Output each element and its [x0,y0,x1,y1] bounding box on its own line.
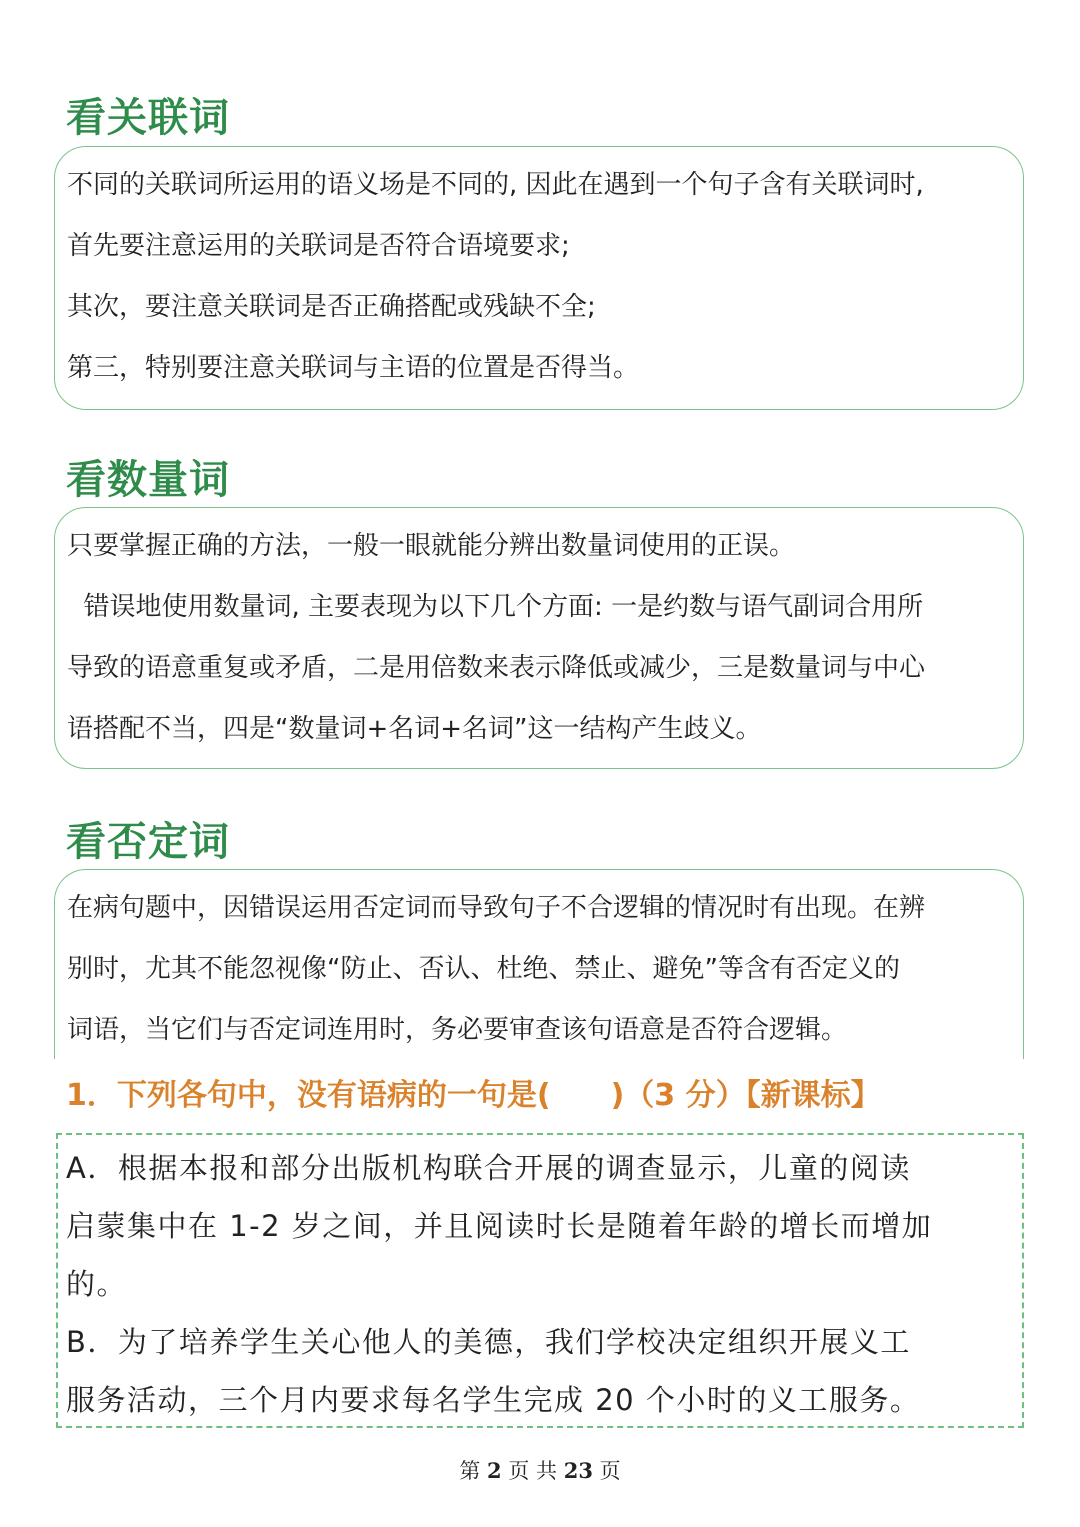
section-box-negation [54,869,1024,1059]
body-line: 其次，要注意关联词是否正确搭配或残缺不全; [67,292,596,322]
body-line: 只要掌握正确的方法，一般一眼就能分辨出数量词使用的正误。 [67,531,796,561]
footer-page-number: 2 [487,1458,502,1483]
body-line: 在病句题中，因错误运用否定词而导致句子不合逻辑的情况时有出现。在辨 [67,893,926,923]
footer-middle: 页 共 [508,1459,558,1483]
body-line: 词语，当它们与否定词连用时，务必要审查该句语意是否符合逻辑。 [67,1015,848,1045]
option-line: 服务活动，三个月内要求每名学生完成 20 个小时的义工服务。 [66,1383,921,1417]
option-line: A．根据本报和部分出版机构联合开展的调查显示，儿童的阅读 [66,1151,911,1185]
section-box-quantifiers [54,507,1024,769]
footer-prefix: 第 [459,1459,481,1483]
option-line: 的。 [66,1267,128,1301]
body-line: 导致的语意重复或矛盾，二是用倍数来表示降低或减少，三是数量词与中心 [67,653,926,683]
question-options-box [56,1133,1024,1428]
option-line: 启蒙集中在 1-2 岁之间，并且阅读时长是随着年龄的增长而增加 [66,1209,933,1243]
question-stem: 1．下列各句中，没有语病的一句是( )（3 分）【新课标】 [66,1078,881,1113]
body-line: 语搭配不当，四是“数量词+名词+名词”这一结构产生歧义。 [67,714,762,744]
footer-total-pages: 23 [563,1458,593,1483]
footer-suffix: 页 [599,1459,621,1483]
section-title-negation: 看否定词 [66,819,230,865]
page-footer [0,1455,1080,1485]
body-line: 错误地使用数量词, 主要表现为以下几个方面: 一是约数与语气副词合用所 [67,592,924,622]
section-title-quantifiers: 看数量词 [66,457,230,503]
body-line: 首先要注意运用的关联词是否符合语境要求; [67,231,570,261]
option-line: B．为了培养学生关心他人的美德，我们学校决定组织开展义工 [66,1325,911,1359]
section-box-conjunctions [54,146,1024,410]
body-line: 第三，特别要注意关联词与主语的位置是否得当。 [67,353,640,383]
body-line: 不同的关联词所运用的语义场是不同的, 因此在遇到一个句子含有关联词时, [67,170,924,200]
body-line: 别时，尤其不能忽视像“防止、否认、杜绝、禁止、避免”等含有否定义的 [67,954,900,984]
section-title-conjunctions: 看关联词 [66,95,230,141]
